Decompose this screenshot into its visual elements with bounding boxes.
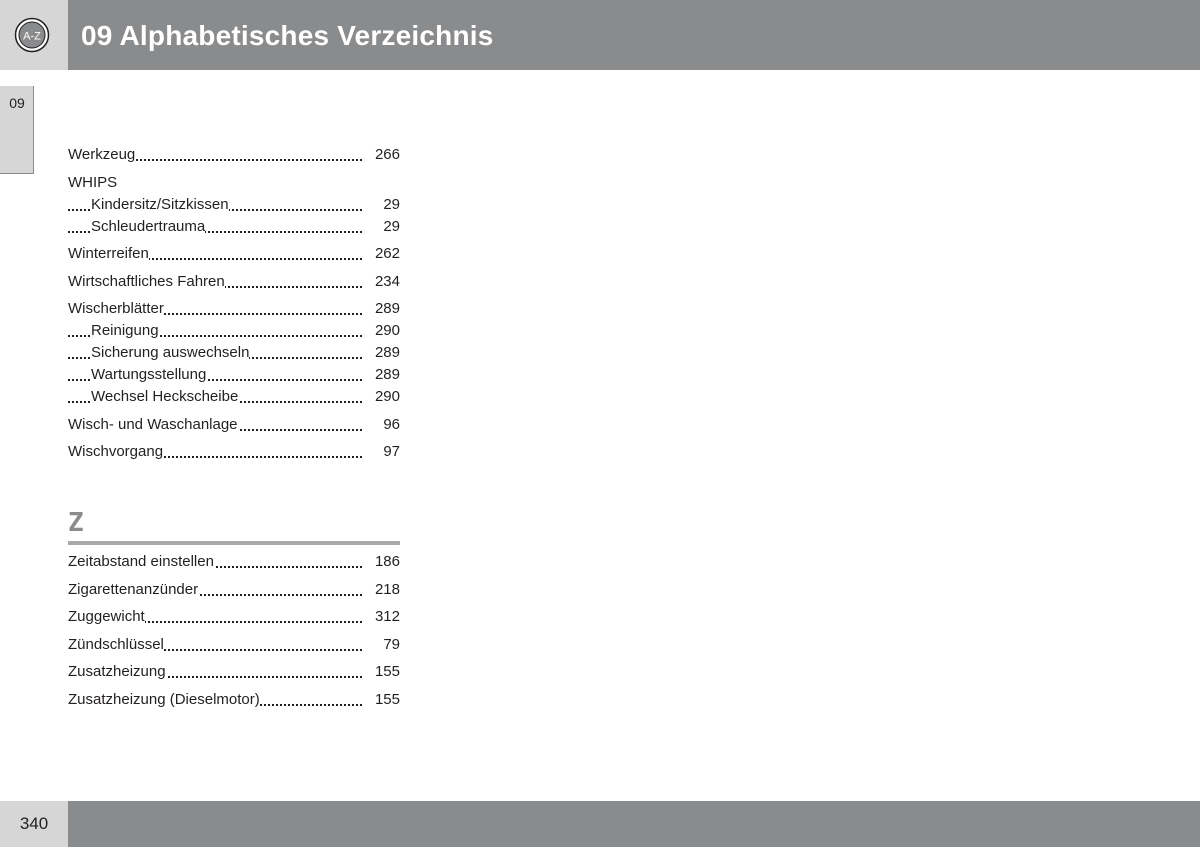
index-entry: Zeitabstand einstellen 186 — [68, 551, 400, 573]
index-entry: Wischerblätter 289 — [68, 298, 400, 320]
index-subentry: Wartungsstellung 289 — [68, 364, 400, 386]
chapter-tab-label: 09 — [9, 95, 25, 111]
index-heading: WHIPS — [68, 173, 118, 191]
index-list-w — [68, 144, 400, 463]
footer-band — [68, 801, 1200, 847]
index-entry: Wischvorgang 97 — [68, 441, 400, 463]
index-list-z — [68, 551, 400, 711]
index-entry: Zusatzheizung 155 — [68, 661, 400, 683]
section-letter-z: Z — [68, 508, 84, 538]
index-entry: Zigarettenanzünder 218 — [68, 579, 400, 601]
index-entry: Zusatzheizung (Dieselmotor) 155 — [68, 689, 400, 711]
index-entry: Winterreifen 262 — [68, 243, 400, 265]
page-number: 340 — [19, 814, 49, 833]
index-subentry: Reinigung 290 — [68, 320, 400, 342]
svg-text:A-Z: A-Z — [23, 30, 41, 43]
index-subentry: Wechsel Heckscheibe 290 — [68, 386, 400, 408]
index-entry: Zündschlüssel 79 — [68, 634, 400, 656]
a-z-icon — [14, 17, 50, 53]
section-divider — [68, 541, 400, 545]
index-entry: Zuggewicht 312 — [68, 606, 400, 628]
index-entry: Werkzeug 266 — [68, 144, 400, 166]
index-subentry: Schleudertrauma 29 — [68, 216, 400, 238]
header-icon-box — [0, 0, 68, 70]
chapter-tab — [0, 86, 34, 174]
index-entry: Wisch- und Waschanlage 96 — [68, 414, 400, 436]
index-entry: Wirtschaftliches Fahren 234 — [68, 271, 400, 293]
index-subentry: Kindersitz/Sitzkissen 29 — [68, 194, 400, 216]
page-title: 09 Alphabetisches Verzeichnis — [81, 20, 494, 51]
index-subentry: Sicherung auswechseln 289 — [68, 342, 400, 364]
